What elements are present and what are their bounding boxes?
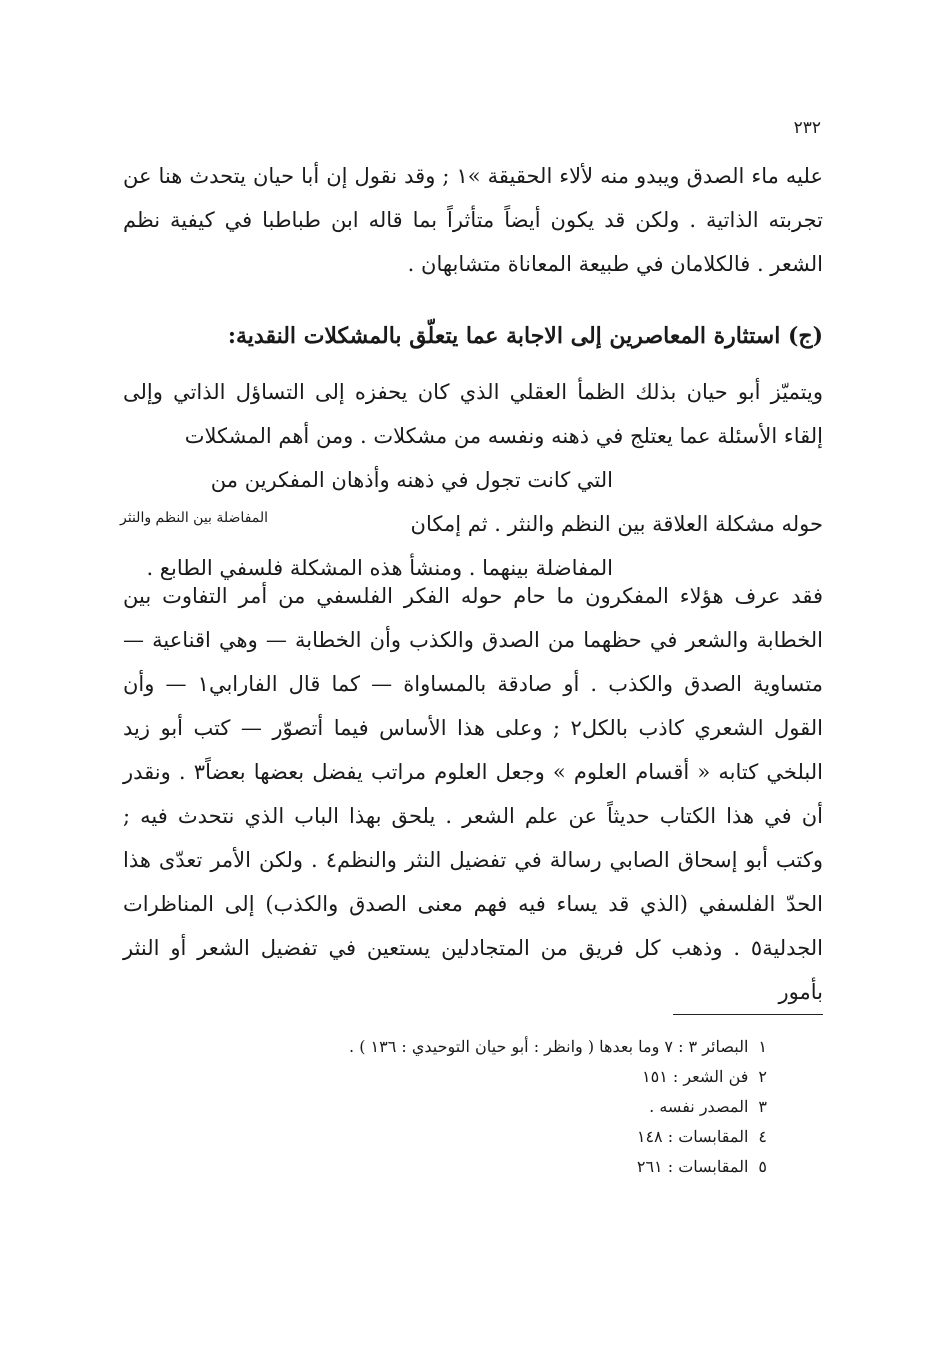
footnote-number: ٥: [758, 1157, 767, 1176]
footnote-text: المقابسات : ٢٦١: [636, 1157, 749, 1176]
footnote-number: ٤: [758, 1127, 767, 1146]
footnote-item: [349, 1062, 767, 1092]
indented-line: المفاضلة بينهما . ومنشأ هذه المشكلة فلسفي الطابع .: [146, 556, 613, 580]
footnote-item: [349, 1122, 767, 1152]
paragraph-philosophy: فقد عرف هؤلاء المفكرون ما حام حوله الفكر الفلسفي من أمر التفاوت بين الخطابة والشعر في حظهما من الصدق والكذب وأن الخطابة — وهي اقناعية — متساوية الصدق والكذب . أو صادقة بالمساواة — كما قال الفارابي١ — وأن القول الشعري كاذب بالكل٢ ; وعلى هذا الأساس فيما أتصوّر — كتب أبو زيد البلخي كتابه « أقسام العلوم » وجعل العلوم مراتب يفضل بعضها بعضاً٣ . ونقدر أن في هذا الكتاب حديثاً عن علم الشعر . يلحق بهذا الباب الذي نتحدث فيه ; وكتب أبو إسحاق الصابي رسالة في تفضيل النثر والنظم٤ . ولكن الأمر تعدّى هذا الحدّ الفلسفي (الذي قد يساء فيه فهم معنى الصدق والكذب) إلى المناظرات الجدلية٥ . وذهب كل فريق من المتجادلين يستعين في تفضيل الشعر أو النثر بأمور: [123, 584, 823, 1004]
footnotes-list: [349, 1032, 767, 1182]
footnote-number: ٢: [758, 1067, 767, 1086]
footnote-item: [349, 1032, 767, 1062]
footnote-divider: [673, 1014, 823, 1015]
page-number: ٢٣٢: [793, 118, 821, 138]
paragraph-intro: عليه ماء الصدق ويبدو منه لألاء الحقيقة »١ ; وقد نقول إن أبا حيان يتحدث هنا عن تجربته الذاتية . ولكن قد يكون أيضاً متأثراً بما قاله ابن طباطبا في كيفية نظم الشعر . فالكلامان في طبيعة المعاناة متشابهان .: [123, 164, 823, 276]
footnote-item: [349, 1092, 767, 1122]
footnote-number: ١: [758, 1037, 767, 1056]
footnote-text: البصائر ٣ : ٧ وما بعدها ( وانظر : أبو حيان التوحيدي : ١٣٦ ) .: [349, 1037, 749, 1056]
section-heading: (ج) استثارة المعاصرين إلى الاجابة عما يتعلّق بالمشكلات النقدية:: [227, 323, 823, 349]
paragraph-abu-hayyan: ويتميّز أبو حيان بذلك الظمأ العقلي الذي كان يحفزه إلى التساؤل الذاتي وإلى إلقاء الأسئلة عما يعتلج في ذهنه ونفسه من مشكلات . ومن أهم المشكلات: [123, 380, 823, 448]
indented-line: التي كانت تجول في ذهنه وأذهان المفكرين من: [210, 468, 613, 492]
footnote-number: ٣: [758, 1097, 767, 1116]
footnote-text: فن الشعر : ١٥١: [642, 1067, 749, 1086]
footnote-text: المصدر نفسه .: [649, 1097, 749, 1116]
indented-line: حوله مشكلة العلاقة بين النظم والنثر . ثم إمكان: [410, 512, 823, 536]
footnote-item: [349, 1152, 767, 1182]
margin-note: المفاضلة بين النظم والنثر: [120, 510, 269, 526]
footnote-text: المقابسات : ١٤٨: [636, 1127, 749, 1146]
